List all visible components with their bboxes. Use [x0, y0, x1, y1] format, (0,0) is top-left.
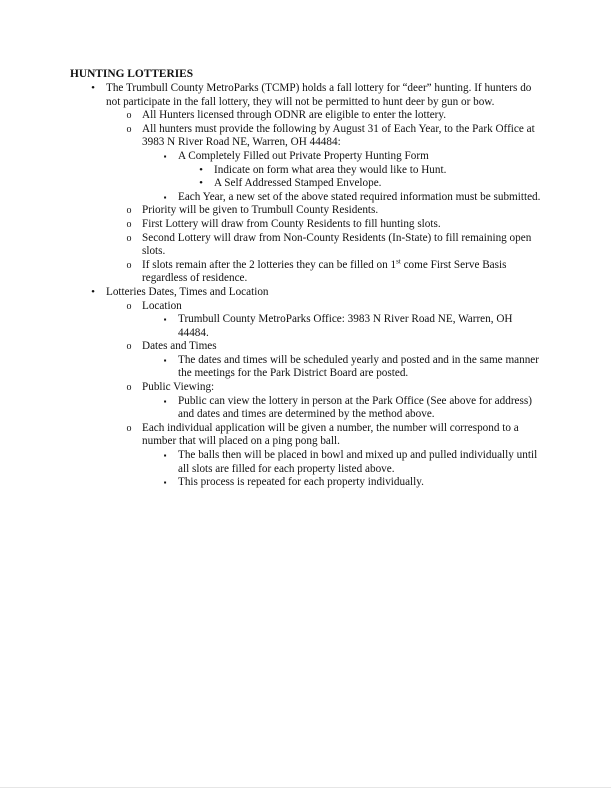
bullet-marker: •: [199, 163, 203, 176]
circle-bullet-marker: o: [126, 232, 132, 244]
list-item-text: Each individual application will be given a number, the number will correspond to a number that will placed on a ping pong ball.: [142, 421, 519, 448]
bullet-marker: •: [199, 177, 203, 190]
list-item: [0, 109, 611, 123]
list-item: [0, 123, 611, 150]
text-part: come First Serve Basis regardless of residence.: [142, 258, 507, 285]
list-item-text: Dates and Times: [142, 340, 217, 353]
circle-bullet-marker: o: [126, 205, 132, 217]
list-item-text: A Self Addressed Stamped Envelope.: [214, 177, 382, 190]
list-item: [0, 354, 611, 381]
circle-bullet-marker: o: [126, 341, 132, 353]
bullet-list: [0, 82, 611, 490]
square-bullet-marker: ▪: [163, 355, 167, 365]
list-item: [0, 82, 611, 109]
list-item-text: Second Lottery will draw from Non-County Residents (In-State) to fill remaining open slots.: [142, 231, 532, 258]
bullet-marker: •: [91, 285, 95, 298]
circle-bullet-marker: o: [126, 382, 132, 394]
circle-bullet-marker: o: [126, 110, 132, 122]
list-item-text: Lotteries Dates, Times and Location: [106, 285, 269, 298]
circle-bullet-marker: o: [126, 422, 132, 434]
list-item-text: A Completely Filled out Private Property Hunting Form: [178, 149, 429, 162]
list-item: [0, 177, 611, 191]
list-item: [0, 191, 611, 205]
list-item: [0, 300, 611, 314]
list-item: [0, 313, 611, 340]
list-item-text: Trumbull County MetroParks Office: 3983 N River Road NE, Warren, OH 44484.: [178, 313, 513, 339]
text-part: If slots remain after the 2 lotteries they can be filled on 1: [142, 258, 397, 271]
list-item-text: Public Viewing:: [142, 381, 215, 394]
bullet-marker: •: [91, 82, 95, 94]
superscript-ordinal: st: [396, 256, 401, 265]
list-item-text: Indicate on form what area they would like to Hunt.: [214, 163, 447, 176]
list-item: [0, 204, 611, 218]
list-item: [0, 256, 611, 286]
list-item: [0, 381, 611, 395]
list-item-text: [142, 256, 542, 286]
list-item-text: Location: [142, 299, 182, 312]
list-item: [0, 232, 611, 259]
list-item: [0, 395, 611, 422]
list-item: [0, 164, 611, 178]
list-item: [0, 286, 611, 300]
list-item-text: Each Year, a new set of the above stated required information must be submitted.: [178, 190, 541, 203]
list-item-text: The dates and times will be scheduled yearly and posted and in the same manner the meetings for the Park District Board are posted.: [178, 353, 539, 380]
list-item: [0, 476, 611, 490]
list-item: [0, 340, 611, 354]
list-item-text: All Hunters licensed through ODNR are eligible to enter the lottery.: [142, 109, 447, 122]
list-item-text: Priority will be given to Trumbull County Residents.: [142, 204, 379, 217]
list-item: [0, 218, 611, 232]
circle-bullet-marker: o: [126, 218, 132, 230]
square-bullet-marker: ▪: [163, 315, 167, 325]
list-item-text: The Trumbull County MetroParks (TCMP) holds a fall lottery for “deer” hunting. If hunters do not participate in the fall lottery, they will not be permitted to hunt deer by gun or bow.: [106, 82, 532, 108]
circle-bullet-marker: o: [126, 300, 132, 312]
square-bullet-marker: ▪: [163, 192, 167, 202]
list-item: [0, 449, 611, 476]
list-item: [0, 150, 611, 164]
circle-bullet-marker: o: [126, 123, 132, 135]
list-item-text: Public can view the lottery in person at the Park Office (See above for address) and dates and times are determined by the method above.: [178, 394, 532, 421]
list-item: [0, 422, 611, 449]
list-item-text: All hunters must provide the following by August 31 of Each Year, to the Park Office at 3983 N River Road NE, Warren, OH 44484:: [142, 122, 535, 149]
page-bottom-edge: [0, 787, 611, 788]
list-item-text: This process is repeated for each property individually.: [178, 476, 424, 489]
square-bullet-marker: ▪: [163, 151, 167, 161]
square-bullet-marker: ▪: [163, 478, 167, 488]
square-bullet-marker: ▪: [163, 451, 167, 461]
circle-bullet-marker: o: [126, 259, 132, 271]
list-item-text: First Lottery will draw from County Residents to fill hunting slots.: [142, 217, 441, 230]
square-bullet-marker: ▪: [163, 396, 167, 406]
section-heading: HUNTING LOTTERIES: [70, 68, 194, 80]
list-item-text: The balls then will be placed in bowl and mixed up and pulled individually until all slots are filled for each property listed above.: [178, 449, 538, 475]
